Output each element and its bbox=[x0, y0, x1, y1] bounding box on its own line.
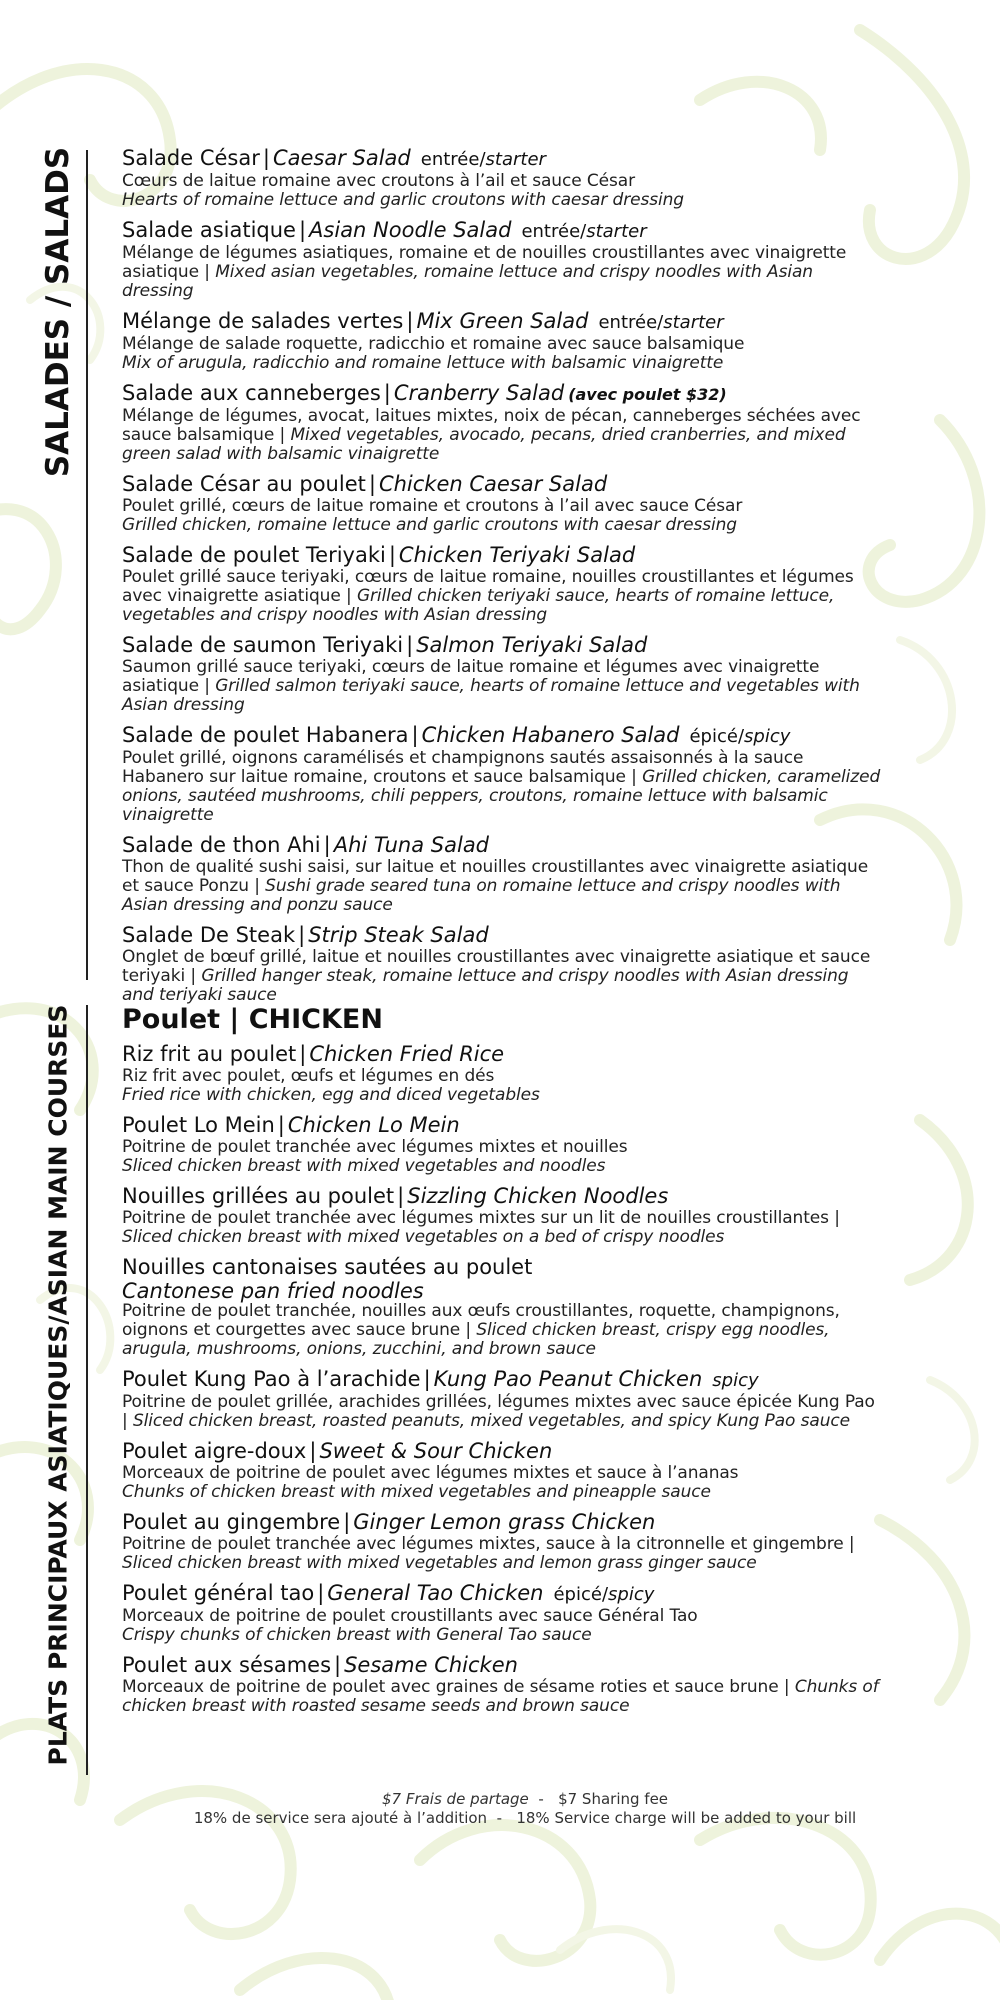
main-section-label: PLATS PRINCIPAUX ASIATIQUES/ASIAN MAIN COURSES bbox=[43, 1004, 73, 1766]
item-tag bbox=[712, 1370, 758, 1391]
item-name-en: Sweet & Sour Chicken bbox=[319, 1439, 553, 1463]
item-description-fr: Poulet grillé, oignons caramélisés et champignons sautés assaisonnés à la sauce Habanero sur laitue romaine, croutons et sauce balsamique bbox=[122, 748, 804, 787]
item-name-separator: | bbox=[388, 543, 396, 567]
item-tag-en: starter bbox=[586, 221, 647, 242]
item-description-fr: Mélange de légumes asiatiques, romaine et de nouilles croustillantes avec vinaigrette asiatique bbox=[122, 243, 847, 282]
item-name-fr: Salade aux canneberges bbox=[122, 381, 381, 405]
item-name-fr: Salade de poulet Habanera bbox=[122, 723, 409, 747]
item-description-fr: Riz frit avec poulet, œufs et légumes en dés bbox=[122, 1066, 495, 1086]
item-description bbox=[122, 1464, 882, 1502]
item-tag-fr: épicé/ bbox=[689, 726, 745, 747]
item-tag bbox=[521, 221, 646, 242]
item-name-separator: | bbox=[406, 309, 414, 333]
item-description-fr: Saumon grillé sauce teriyaki, cœurs de laitue romaine et légumes avec vinaigrette asiatique bbox=[122, 657, 820, 696]
item-tag-en: spicy bbox=[608, 1584, 655, 1605]
menu-item bbox=[122, 1653, 882, 1716]
item-name-en: Cantonese pan fried noodles bbox=[122, 1279, 424, 1303]
service-charge-fr: 18% de service sera ajouté à l’addition bbox=[193, 1809, 488, 1827]
salads-section bbox=[122, 146, 882, 1013]
item-description-fr: Mélange de salade roquette, radicchio et romaine avec sauce balsamique bbox=[122, 334, 745, 354]
chicken-heading: Poulet | CHICKEN bbox=[122, 1004, 383, 1035]
item-description bbox=[122, 1209, 882, 1247]
item-name-en: Kung Pao Peanut Chicken bbox=[433, 1367, 703, 1391]
item-description bbox=[122, 407, 882, 464]
item-name-separator: | bbox=[317, 1581, 325, 1605]
menu-item bbox=[122, 543, 882, 625]
item-description bbox=[122, 1302, 882, 1359]
service-charge-en: 18% Service charge will be added to your bill bbox=[516, 1809, 857, 1827]
item-name-separator: | bbox=[343, 1510, 351, 1534]
sharing-fee-fr: $7 Frais de partage bbox=[381, 1790, 529, 1808]
item-name-separator: | bbox=[323, 833, 331, 857]
description-separator: | bbox=[185, 966, 202, 986]
menu-item bbox=[122, 381, 882, 464]
item-description bbox=[122, 749, 882, 825]
item-name-separator: | bbox=[277, 1113, 285, 1137]
item-name-fr: Salade De Steak bbox=[122, 923, 296, 947]
item-description-fr: Morceaux de poitrine de poulet croustillants avec sauce Général Tao bbox=[122, 1606, 698, 1626]
item-name-separator: | bbox=[397, 1184, 405, 1208]
menu-item bbox=[122, 309, 882, 373]
item-tag bbox=[598, 312, 723, 333]
item-title bbox=[122, 309, 882, 335]
item-name-en: Mix Green Salad bbox=[416, 309, 589, 333]
item-name-fr: Salade César au poulet bbox=[122, 472, 366, 496]
item-name-fr: Nouilles grillées au poulet bbox=[122, 1184, 395, 1208]
description-separator: | bbox=[460, 1320, 477, 1340]
item-name-en: Chicken Caesar Salad bbox=[378, 472, 608, 496]
item-tag-fr: épicé/ bbox=[553, 1584, 609, 1605]
item-title bbox=[122, 833, 882, 858]
item-tag-en: starter bbox=[485, 149, 546, 170]
item-description-en: Chunks of chicken breast with mixed vegetables and pineapple sauce bbox=[122, 1482, 711, 1502]
item-description bbox=[122, 1678, 882, 1716]
item-tag bbox=[689, 726, 790, 747]
footer-separator: - bbox=[491, 1809, 512, 1827]
item-title bbox=[122, 1042, 882, 1067]
item-description-fr: Poulet grillé sauce teriyaki, cœurs de laitue romaine, nouilles croustillantes et légumes avec vinaigrette asiatique bbox=[122, 567, 854, 606]
menu-item bbox=[122, 1367, 882, 1431]
menu-item bbox=[122, 472, 882, 535]
main-divider-line bbox=[86, 1005, 88, 1775]
menu-item bbox=[122, 1113, 882, 1176]
item-name-separator: | bbox=[299, 1042, 307, 1066]
item-tag-fr: entrée/ bbox=[521, 221, 587, 242]
item-name-separator: | bbox=[334, 1653, 342, 1677]
item-name-fr: Salade asiatique bbox=[122, 218, 296, 242]
item-description-fr: Poitrine de poulet tranchée avec légumes mixtes, sauce à la citronnelle et gingembre bbox=[122, 1534, 844, 1554]
item-name-separator: | bbox=[298, 218, 307, 242]
item-description-fr: Cœurs de laitue romaine avec croutons à l’ail et sauce César bbox=[122, 171, 635, 191]
item-name-en: Caesar Salad bbox=[272, 146, 411, 170]
item-title bbox=[122, 1510, 882, 1535]
item-name-separator: | bbox=[383, 381, 391, 405]
item-tag-fr: entrée/ bbox=[420, 149, 486, 170]
item-name-en: Chicken Fried Rice bbox=[309, 1042, 505, 1066]
item-description bbox=[122, 568, 882, 625]
item-description-fr: Onglet de bœuf grillé, laitue et nouilles croustillantes avec vinaigrette asiatique et sauce teriyaki bbox=[122, 947, 871, 986]
item-name-separator: | bbox=[406, 633, 414, 657]
item-description bbox=[122, 244, 882, 301]
item-description-fr: Poitrine de poulet grillée, arachides grillées, légumes mixtes avec sauce épicée Kung Pao bbox=[122, 1392, 875, 1412]
item-description-fr: Poitrine de poulet tranchée, nouilles aux œufs croustillantes, roquette, champignons, oignons et courgettes avec sauce brune bbox=[122, 1301, 840, 1340]
item-name-fr: Nouilles cantonaises sautées au poulet bbox=[122, 1255, 533, 1279]
menu-item bbox=[122, 723, 882, 825]
item-description bbox=[122, 172, 882, 210]
footer-service-charge bbox=[100, 1809, 950, 1828]
menu-item bbox=[122, 1184, 882, 1247]
item-title bbox=[122, 1184, 882, 1209]
item-name-fr: Salade de thon Ahi bbox=[122, 833, 321, 857]
menu-item bbox=[122, 1439, 882, 1502]
item-description-en: Grilled salmon teriyaki sauce, hearts of romaine lettuce and vegetables with Asian dressing bbox=[122, 676, 860, 715]
item-name-fr: Poulet général tao bbox=[122, 1581, 315, 1605]
item-tag-en: spicy bbox=[744, 726, 791, 747]
item-tag bbox=[421, 149, 546, 170]
item-title bbox=[122, 1367, 882, 1393]
item-name-en: Salmon Teriyaki Salad bbox=[416, 633, 648, 657]
menu-item bbox=[122, 833, 882, 915]
item-name-separator: | bbox=[423, 1367, 431, 1391]
item-name-en: Sesame Chicken bbox=[344, 1653, 518, 1677]
item-name-separator: | bbox=[298, 923, 306, 947]
item-title bbox=[122, 472, 882, 497]
item-title bbox=[122, 146, 882, 172]
menu-item bbox=[122, 923, 882, 1005]
menu-item bbox=[122, 1510, 882, 1573]
item-title bbox=[122, 1113, 882, 1138]
item-name-separator: | bbox=[309, 1439, 317, 1463]
item-name-en: Chicken Lo Mein bbox=[287, 1113, 460, 1137]
item-title bbox=[122, 381, 882, 407]
item-name-en: Chicken Habanero Salad bbox=[421, 723, 680, 747]
footer-separator: - bbox=[533, 1790, 554, 1808]
item-name-fr: Poulet Kung Pao à l’arachide bbox=[122, 1367, 421, 1391]
item-price-note: (avec poulet $32) bbox=[568, 385, 727, 404]
item-tag bbox=[553, 1584, 654, 1605]
item-description bbox=[122, 1138, 882, 1176]
item-description-fr: Poitrine de poulet tranchée avec légumes mixtes sur un lit de nouilles croustillantes bbox=[122, 1208, 829, 1228]
item-description-en: Crispy chunks of chicken breast with General Tao sauce bbox=[122, 1625, 592, 1645]
item-description-fr: Mélange de légumes, avocat, laitues mixtes, noix de pécan, canneberges séchées avec sauce balsamique bbox=[122, 406, 861, 445]
salads-divider-line bbox=[86, 150, 88, 980]
item-description bbox=[122, 1607, 882, 1645]
item-name-fr: Mélange de salades vertes bbox=[122, 309, 404, 333]
item-description bbox=[122, 858, 882, 915]
description-separator: | bbox=[274, 425, 291, 445]
item-description-en: Grilled chicken teriyaki sauce, hearts of romaine lettuce, vegetables and crispy noodles with Asian dressing bbox=[122, 586, 835, 625]
item-description-fr: Thon de qualité sushi saisi, sur laitue et nouilles croustillantes avec vinaigrette asiatique et sauce Ponzu bbox=[122, 857, 869, 896]
description-separator: | bbox=[248, 876, 266, 896]
menu-item bbox=[122, 146, 882, 210]
item-name-en: Cranberry Salad bbox=[393, 381, 565, 405]
item-name-fr: Poulet aux sésames bbox=[122, 1653, 332, 1677]
item-description bbox=[122, 1067, 882, 1105]
item-description-en: Grilled chicken, caramelized onions, sautéed mushrooms, chili peppers, croutons, romaine lettuce with balsamic vinaigrette bbox=[122, 767, 881, 825]
item-title bbox=[122, 1439, 882, 1464]
item-description bbox=[122, 1535, 882, 1573]
item-name-fr: Riz frit au poulet bbox=[122, 1042, 297, 1066]
item-tag-fr: entrée/ bbox=[598, 312, 664, 333]
chicken-item-list bbox=[122, 1042, 882, 1716]
item-name-en: Sizzling Chicken Noodles bbox=[407, 1184, 669, 1208]
item-name-fr: Poulet aigre-doux bbox=[122, 1439, 307, 1463]
sharing-fee-en: $7 Sharing fee bbox=[558, 1790, 669, 1808]
item-name-fr: Salade de saumon Teriyaki bbox=[122, 633, 404, 657]
menu-item bbox=[122, 633, 882, 715]
description-separator: | bbox=[122, 1411, 133, 1431]
item-description-en: Sliced chicken breast with mixed vegetables on a bed of crispy noodles bbox=[122, 1227, 725, 1247]
item-description bbox=[122, 658, 882, 715]
menu-item bbox=[122, 1581, 882, 1645]
item-description-en: Mix of arugula, radicchio and romaine lettuce with balsamic vinaigrette bbox=[122, 353, 724, 373]
menu-item bbox=[122, 218, 882, 301]
item-description bbox=[122, 1393, 882, 1431]
description-separator: | bbox=[198, 676, 216, 696]
item-description-fr: Poitrine de poulet tranchée avec légumes mixtes et nouilles bbox=[122, 1137, 628, 1157]
item-name-separator: | bbox=[411, 723, 419, 747]
item-name-en: Asian Noodle Salad bbox=[309, 218, 512, 242]
item-title bbox=[122, 218, 882, 244]
salads-section-label: SALADES / SALADS bbox=[40, 146, 76, 478]
item-tag-en: spicy bbox=[712, 1370, 759, 1391]
main-courses-section bbox=[122, 1004, 882, 1724]
item-title bbox=[122, 723, 882, 749]
footer bbox=[100, 1790, 950, 1828]
item-name-fr: Salade de poulet Teriyaki bbox=[122, 543, 386, 567]
item-description bbox=[122, 335, 882, 373]
item-description-en: Grilled hanger steak, romaine lettuce and crispy noodles with Asian dressing and teriyaki sauce bbox=[122, 966, 849, 1005]
item-description-en: Chunks of chicken breast with roasted sesame seeds and brown sauce bbox=[122, 1677, 879, 1716]
description-separator: | bbox=[340, 586, 357, 606]
item-description-en: Hearts of romaine lettuce and garlic croutons with caesar dressing bbox=[122, 190, 684, 210]
item-description-fr: Morceaux de poitrine de poulet avec graines de sésame roties et sauce brune bbox=[122, 1677, 779, 1697]
item-title bbox=[122, 633, 882, 658]
item-description-en: Grilled chicken, romaine lettuce and garlic croutons with caesar dressing bbox=[122, 515, 737, 535]
item-description-en: Sliced chicken breast with mixed vegetables and noodles bbox=[122, 1156, 606, 1176]
item-description-en: Sliced chicken breast, roasted peanuts, mixed vegetables, and spicy Kung Pao sauce bbox=[132, 1411, 850, 1431]
item-description bbox=[122, 948, 882, 1005]
item-title bbox=[122, 1653, 882, 1678]
item-description-en: Sliced chicken breast with mixed vegetables and lemon grass ginger sauce bbox=[122, 1553, 757, 1573]
item-description-en: Mixed asian vegetables, romaine lettuce and crispy noodles with Asian dressing bbox=[122, 262, 813, 301]
menu-item bbox=[122, 1255, 882, 1359]
description-separator: | bbox=[828, 1208, 840, 1228]
item-description-en: Fried rice with chicken, egg and diced vegetables bbox=[122, 1085, 540, 1105]
item-name-en: Ginger Lemon grass Chicken bbox=[353, 1510, 656, 1534]
description-separator: | bbox=[198, 262, 216, 282]
item-name-en: General Tao Chicken bbox=[327, 1581, 544, 1605]
item-title bbox=[122, 923, 882, 948]
item-description-en: Sliced chicken breast, crispy egg noodles, arugula, mushrooms, onions, zucchini, and brown sauce bbox=[122, 1320, 830, 1359]
item-description-en: Mixed vegetables, avocado, pecans, dried cranberries, and mixed green salad with balsamic vinaigrette bbox=[122, 425, 846, 464]
item-name-fr: Poulet Lo Mein bbox=[122, 1113, 275, 1137]
description-separator: | bbox=[778, 1677, 795, 1697]
item-name-separator: | bbox=[262, 146, 270, 170]
item-name-en: Chicken Teriyaki Salad bbox=[398, 543, 636, 567]
item-title bbox=[122, 1255, 882, 1280]
description-separator: | bbox=[843, 1534, 855, 1554]
item-name-en: Strip Steak Salad bbox=[308, 923, 489, 947]
menu-item bbox=[122, 1042, 882, 1105]
item-name-separator: | bbox=[368, 472, 376, 496]
item-description bbox=[122, 497, 882, 535]
item-description-en: Sushi grade seared tuna on romaine lettuce and crispy noodles with Asian dressing and ponzu sauce bbox=[122, 876, 841, 915]
item-name-fr: Poulet au gingembre bbox=[122, 1510, 341, 1534]
item-name-fr: Salade César bbox=[122, 146, 260, 170]
item-title bbox=[122, 1581, 882, 1607]
item-tag-en: starter bbox=[663, 312, 724, 333]
item-description-fr: Morceaux de poitrine de poulet avec légumes mixtes et sauce à l’ananas bbox=[122, 1463, 739, 1483]
footer-sharing-fee bbox=[100, 1790, 950, 1809]
description-separator: | bbox=[625, 767, 643, 787]
item-name-en: Ahi Tuna Salad bbox=[333, 833, 490, 857]
item-title bbox=[122, 543, 882, 568]
item-description-fr: Poulet grillé, cœurs de laitue romaine et croutons à l’ail avec sauce César bbox=[122, 496, 743, 516]
